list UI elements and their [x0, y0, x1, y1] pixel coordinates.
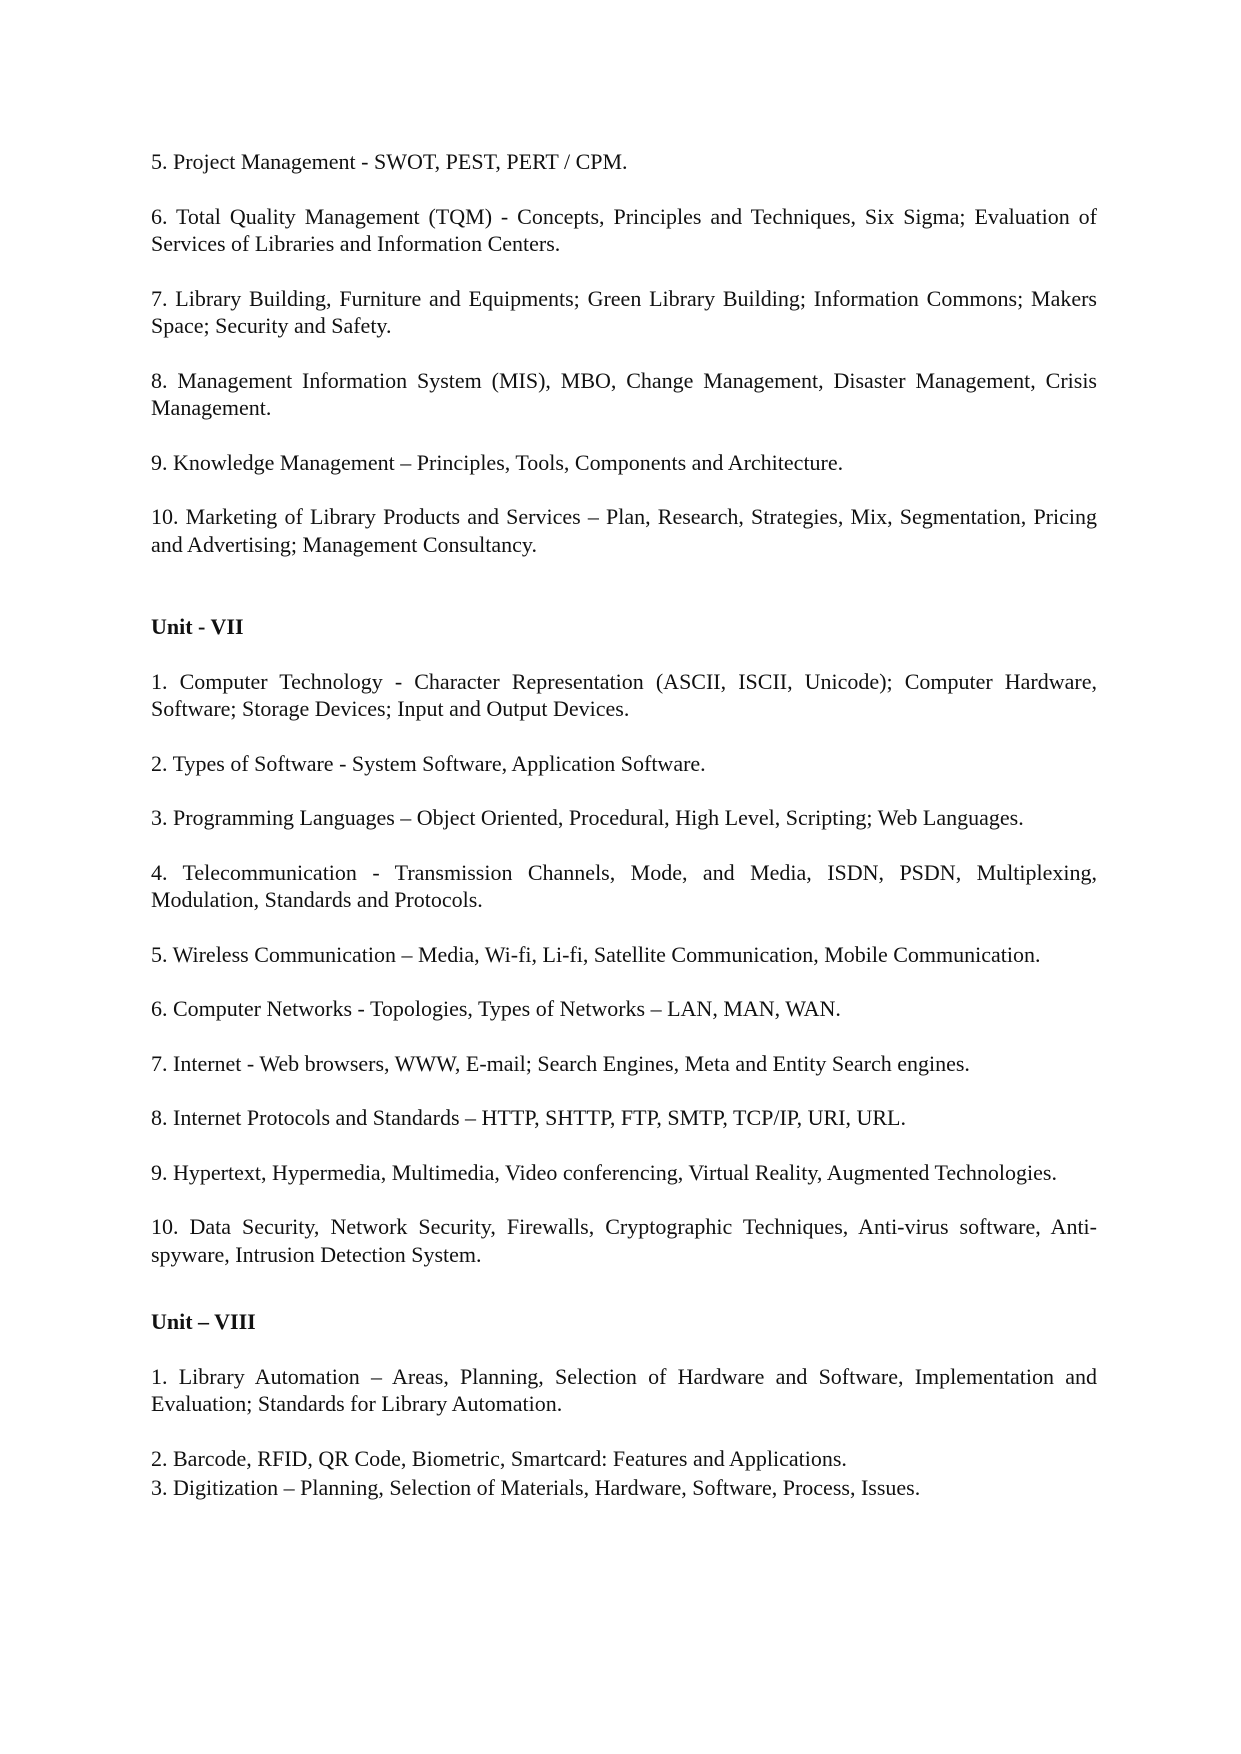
list-item: 10. Marketing of Library Products and Services – Plan, Research, Strategies, Mix, Segmentation, Pricing and Advertising; Management Consultancy. [151, 504, 1097, 557]
unit-viii-section [151, 1308, 1097, 1502]
list-item: 6. Total Quality Management (TQM) - Concepts, Principles and Techniques, Six Sigma; Evaluation of Services of Libraries and Information Centers. [151, 203, 1097, 256]
list-item: 2. Types of Software - System Software, Application Software. [151, 750, 706, 776]
list-item: 4. Telecommunication - Transmission Channels, Mode, and Media, ISDN, PSDN, Multiplexing, Modulation, Standards and Protocols. [151, 859, 1097, 912]
list-item: 9. Hypertext, Hypermedia, Multimedia, Video conferencing, Virtual Reality, Augmented Technologies. [151, 1159, 1057, 1185]
unit-vii-section [151, 613, 1097, 1268]
list-item: 2. Barcode, RFID, QR Code, Biometric, Smartcard: Features and Applications. [151, 1445, 847, 1471]
list-item: 1. Computer Technology - Character Representation (ASCII, ISCII, Unicode); Computer Hardware, Software; Storage Devices; Input and Output Devices. [151, 668, 1097, 721]
list-item: 8. Internet Protocols and Standards – HTTP, SHTTP, FTP, SMTP, TCP/IP, URI, URL. [151, 1105, 906, 1130]
section-prev [151, 148, 1097, 558]
list-item: 3. Programming Languages – Object Oriented, Procedural, High Level, Scripting; Web Languages. [151, 805, 1024, 830]
list-item: 8. Management Information System (MIS), MBO, Change Management, Disaster Management, Crisis Management. [151, 367, 1097, 420]
unit-viii-heading: Unit – VIII [151, 1309, 256, 1334]
unit-vii-heading: Unit - VII [151, 614, 244, 639]
list-item: 1. Library Automation – Areas, Planning, Selection of Hardware and Software, Implementation and Evaluation; Standards for Library Automation. [151, 1363, 1097, 1416]
list-item: 9. Knowledge Management – Principles, Tools, Components and Architecture. [151, 449, 844, 475]
list-item: 7. Library Building, Furniture and Equipments; Green Library Building; Information Commons; Makers Space; Security and Safety. [151, 285, 1097, 338]
list-item: 10. Data Security, Network Security, Firewalls, Cryptographic Techniques, Anti-virus software, Anti-spyware, Intrusion Detection System. [151, 1214, 1097, 1267]
list-item: 7. Internet - Web browsers, WWW, E-mail; Search Engines, Meta and Entity Search engines. [151, 1050, 970, 1076]
list-item: 5. Project Management - SWOT, PEST, PERT / CPM. [151, 149, 628, 174]
document-page [151, 148, 1097, 1502]
list-item: 5. Wireless Communication – Media, Wi-fi, Li-fi, Satellite Communication, Mobile Communication. [151, 941, 1041, 967]
list-item: 3. Digitization – Planning, Selection of Materials, Hardware, Software, Process, Issues. [151, 1475, 921, 1500]
list-item: 6. Computer Networks - Topologies, Types of Networks – LAN, MAN, WAN. [151, 996, 841, 1021]
